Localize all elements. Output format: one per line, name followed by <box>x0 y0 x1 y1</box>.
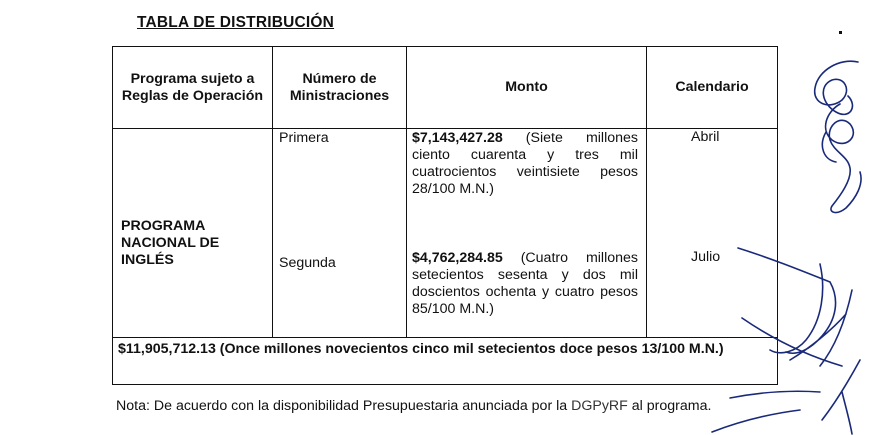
monto-segunda-text: (Cuatro millones setecientos sesenta y dos mil doscientos ochenta y cuatro pesos 85/100 M.N.) <box>412 250 638 317</box>
monto-primera-text: (Siete millones ciento cuarenta y tres mil cuatrocientos veintisiete pesos 28/100 M.N.) <box>412 130 638 197</box>
ministracion-primera: Primera <box>279 130 329 146</box>
table-total-row <box>113 338 778 385</box>
table-row-programa <box>113 129 778 338</box>
note-text-before: De acuerdo con la disponibilidad Presupuestaria anunciada por la <box>149 398 572 414</box>
note-label: Nota: <box>116 398 150 414</box>
document-title: TABLA DE DISTRIBUCIÓN <box>137 14 335 31</box>
distribution-table <box>112 46 778 385</box>
monto-cell <box>407 129 647 338</box>
monto-segunda <box>412 250 638 318</box>
signature-upper <box>815 61 861 212</box>
programa-cell: PROGRAMA NACIONAL DE INGLÉS <box>113 129 273 338</box>
monto-segunda-amount: $4,762,284.85 <box>412 250 503 266</box>
header-monto: Monto <box>407 47 647 129</box>
note-text-after: al programa. <box>627 398 712 414</box>
note-paragraph <box>116 398 796 415</box>
header-ministraciones: Número de Ministraciones <box>273 47 407 129</box>
ink-dot <box>839 31 842 34</box>
table-header-row <box>113 47 778 129</box>
header-calendario: Calendario <box>647 47 778 129</box>
ministraciones-cell <box>273 129 407 338</box>
ministracion-segunda: Segunda <box>279 255 336 271</box>
monto-primera-amount: $7,143,427.28 <box>412 130 503 146</box>
calendario-julio: Julio <box>691 249 721 265</box>
total-cell: $11,905,712.13 (Once millones novecientos cinco mil setecientos doce pesos 13/100 M.N.) <box>113 338 778 385</box>
note-agency: DGPyRF <box>571 398 628 414</box>
header-programa: Programa sujeto a Reglas de Operación <box>113 47 273 129</box>
monto-primera <box>412 130 638 198</box>
calendario-abril: Abril <box>691 129 720 145</box>
calendario-cell <box>647 129 778 338</box>
